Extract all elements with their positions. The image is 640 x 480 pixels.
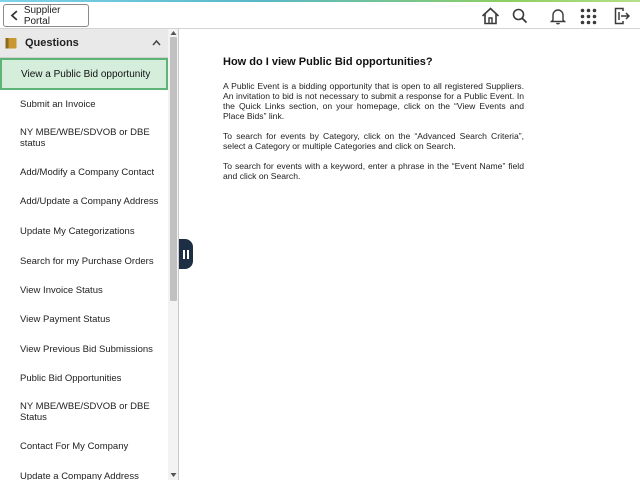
sidebar-item-categorizations[interactable]: [0, 217, 168, 247]
folder-icon: [5, 37, 17, 49]
sidebar-item-mbe-status[interactable]: [0, 119, 168, 158]
sidebar-item-label: Add/Modify a Company Contact: [20, 166, 155, 178]
sidebar-item-label: NY MBE/WBE/SDVOB or DBE status: [20, 127, 150, 149]
scroll-up-icon[interactable]: [170, 30, 177, 36]
sidebar-item-submit-invoice[interactable]: [0, 90, 168, 119]
sidebar-item-label: Submit an Invoice: [20, 98, 96, 110]
sidebar-item-label: View Invoice Status: [20, 284, 103, 296]
chevron-up-icon[interactable]: [152, 39, 161, 46]
sidebar-item-purchase-orders[interactable]: [0, 247, 168, 276]
answer-paragraph: To search for events with a keyword, enter a phrase in the “Event Name” field and click on Search.: [223, 161, 524, 181]
sidebar-item-payment-status[interactable]: [0, 305, 168, 335]
answer-paragraph: To search for events by Category, click on the “Advanced Search Criteria”, select a Category or multiple Categories and click on Search.: [223, 131, 524, 151]
sidebar-item-company-contact[interactable]: [0, 158, 168, 187]
questions-sidebar: [0, 29, 179, 480]
answer-panel: [223, 56, 524, 191]
sidebar-item-company-address[interactable]: [0, 187, 168, 217]
panel-splitter-handle[interactable]: [179, 239, 193, 269]
top-bar: [0, 2, 640, 29]
answer-title: How do I view Public Bid opportunities?: [223, 56, 433, 68]
sidebar-item-label: Contact For My Company: [20, 441, 129, 452]
logout-icon[interactable]: [612, 5, 632, 27]
sidebar-item-invoice-status[interactable]: [0, 276, 168, 305]
grid-icon[interactable]: [578, 5, 598, 27]
back-button-label: Supplier Portal: [23, 4, 61, 27]
sidebar-item-label: Add/Update a Company Address: [20, 196, 159, 207]
scroll-thumb[interactable]: [170, 37, 177, 301]
sidebar-item-label: Update My Categorizations: [20, 226, 135, 237]
sidebar-item-previous-bids[interactable]: [0, 335, 168, 364]
sidebar-item-public-bid-opportunities[interactable]: [0, 364, 168, 393]
home-icon[interactable]: [480, 5, 500, 27]
chevron-left-icon: [10, 10, 19, 21]
sidebar-item-label: View Payment Status: [20, 314, 111, 325]
bell-icon[interactable]: [548, 5, 568, 27]
sidebar-item-view-public-bid[interactable]: [0, 58, 168, 90]
sidebar-item-label: Public Bid Opportunities: [20, 372, 122, 384]
questions-title: Questions: [25, 37, 79, 49]
sidebar-item-label: View a Public Bid opportunity: [21, 68, 151, 80]
questions-header[interactable]: [0, 29, 168, 58]
answer-paragraph: A Public Event is a bidding opportunity that is open to all registered Suppliers. An invitation to bid is not necessary to submit a response for a Public Event. In the Quick Links section, on your homepage, click on the “View Events and Place Bids” link.: [223, 81, 524, 121]
back-button[interactable]: [3, 4, 89, 27]
sidebar-item-contact-company[interactable]: [0, 432, 168, 462]
search-icon[interactable]: [510, 5, 530, 27]
sidebar-item-label: Search for my Purchase Orders: [20, 255, 154, 267]
sidebar-item-label: View Previous Bid Submissions: [20, 343, 153, 355]
sidebar-item-label: Update a Company Address: [20, 471, 139, 480]
questions-list: [0, 58, 168, 480]
sidebar-item-mbe-status-2[interactable]: [0, 393, 168, 432]
sidebar-scrollbar[interactable]: [168, 29, 179, 480]
sidebar-item-label: NY MBE/WBE/SDVOB or DBE Status: [20, 401, 150, 423]
sidebar-item-update-company-address[interactable]: [0, 462, 168, 480]
scroll-down-icon[interactable]: [170, 472, 177, 478]
